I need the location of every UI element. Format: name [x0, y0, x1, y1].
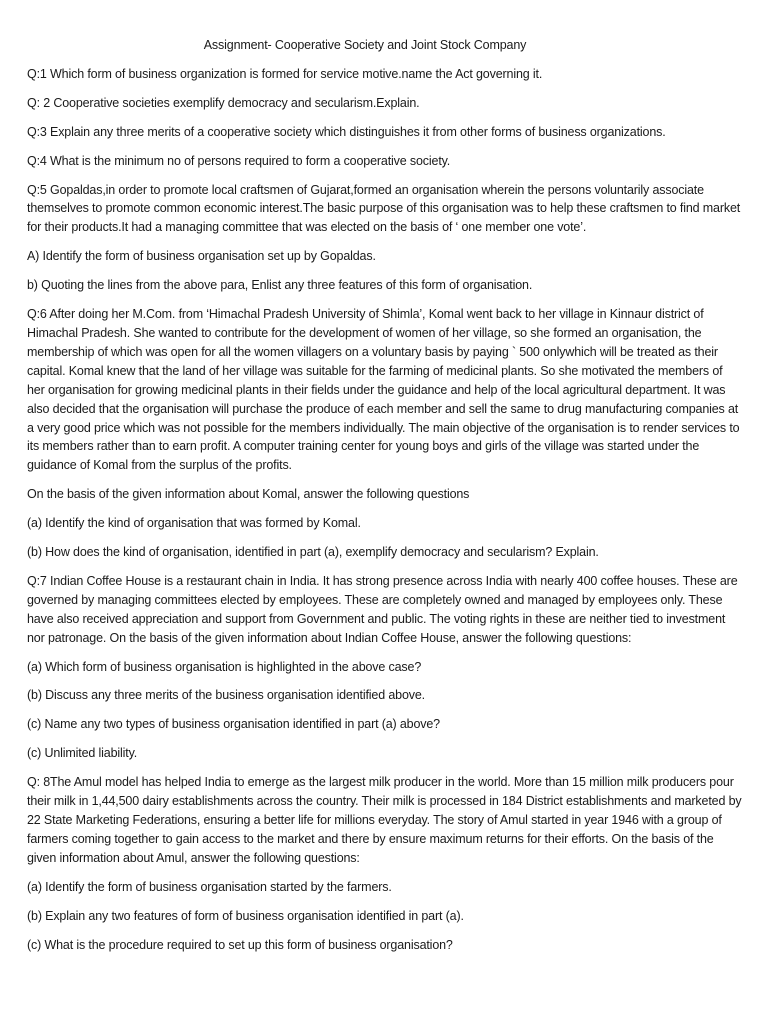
question-6-part-a: (a) Identify the kind of organisation that was formed by Komal. [27, 516, 361, 531]
question-6-part-b: (b) How does the kind of organisation, identified in part (a), exemplify democracy and secularism? Explain. [27, 545, 599, 560]
question-8-part-b: (b) Explain any two features of form of business organisation identified in part (a). [27, 908, 464, 923]
document-page [27, 36, 743, 964]
question-6-case: Q:6 After doing her M.Com. from ‘Himachal Pradesh University of Shimla’, Komal went back to her village in Kinnaur district of Himachal Pradesh. She wanted to contribute for the development of women of her village, so she formed an organisation, the membership of which was open for all the women villagers on a voluntary basis by paying ` 500 onlywhich will be treated as their capital. Komal knew that the land of her village was suitable for the farming of medicinal plants. So she motivated the members of her organisation for growing medicinal plants in their fields under the guidance and help of the local agricultural department. It was also decided that the organisation will purchase the produce of each member and sell the same to drug manufacturing companies at a very good price which was not possible for the members individually. The main objective of the organisation is to render services to its members rather than to earn profit. A computer training center for young boys and girls of the village was started under the guidance of Komal from the surplus of the profits. [27, 307, 740, 473]
question-1: Q:1 Which form of business organization is formed for service motive.name the Act governing it. [27, 66, 543, 81]
question-8-part-c: (c) What is the procedure required to set up this form of business organisation? [27, 937, 453, 952]
question-5-part-b: b) Quoting the lines from the above para, Enlist any three features of this form of organisation. [27, 278, 533, 293]
question-5-part-a: A) Identify the form of business organisation set up by Gopaldas. [27, 249, 376, 264]
question-5-case: Q:5 Gopaldas,in order to promote local craftsmen of Gujarat,formed an organisation wherein the persons voluntarily associate themselves to promote common economic interest.The basic purpose of this organisation was to help these craftsmen to find market for their products.It had a managing committee that was elected on the basis of ‘ one member one vote’. [27, 182, 741, 235]
question-7-part-c-extra: (c) Unlimited liability. [27, 746, 138, 761]
question-7-part-a: (a) Which form of business organisation is highlighted in the above case? [27, 659, 422, 674]
question-8-case: Q: 8The Amul model has helped India to emerge as the largest milk producer in the world. More than 15 million milk producers pour their milk in 1,44,500 dairy establishments across the country. Their milk is processed in 184 District establishments and marketed by 22 State Marketing Federations, ensuring a better life for millions everyday. The story of Amul started in year 1946 with a group of farmers coming together to gain access to the market and there by ensure maximum returns for their efforts. On the basis of the given information about Amul, answer the following questions: [27, 775, 742, 865]
question-3: Q:3 Explain any three merits of a cooperative society which distinguishes it from other forms of business organizations. [27, 124, 666, 139]
document-title: Assignment- Cooperative Society and Joint Stock Company [203, 38, 527, 52]
question-6-instruction: On the basis of the given information about Komal, answer the following questions [27, 487, 470, 502]
question-4: Q:4 What is the minimum no of persons required to form a cooperative society. [27, 153, 451, 168]
question-7-part-c: (c) Name any two types of business organisation identified in part (a) above? [27, 717, 440, 732]
question-7-part-b: (b) Discuss any three merits of the business organisation identified above. [27, 688, 425, 703]
question-2: Q: 2 Cooperative societies exemplify democracy and secularism.Explain. [27, 95, 420, 110]
question-7-case: Q:7 Indian Coffee House is a restaurant chain in India. It has strong presence across India with nearly 400 coffee houses. These are governed by managing committees elected by employees. These are completely owned and managed by employees only. These have also received appreciation and support from Government and public. The voting rights in these are neither tied to investment nor patronage. On the basis of the given information about Indian Coffee House, answer the following questions: [27, 573, 738, 645]
question-8-part-a: (a) Identify the form of business organisation started by the farmers. [27, 879, 392, 894]
